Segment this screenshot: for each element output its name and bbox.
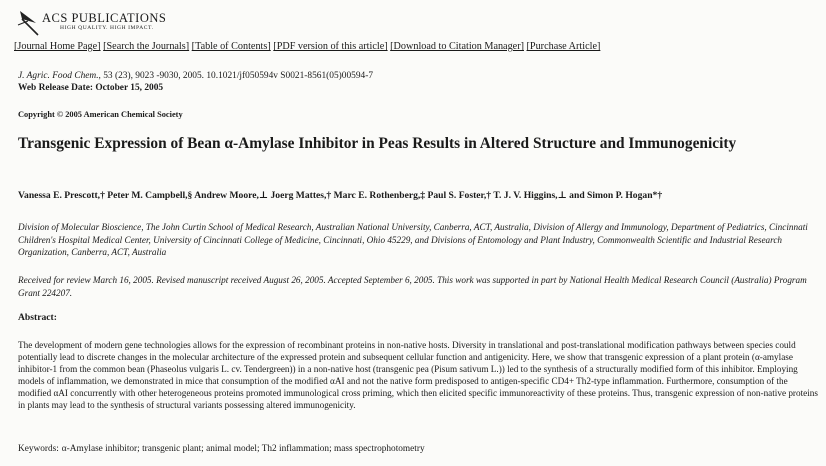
web-release-date: Web Release Date: October 15, 2005 <box>18 83 164 93</box>
abstract-text: The development of modern gene technologies allows for the expression of recombinant proteins in non-native hosts. Diversity in translational and post-translational modification pathways between species could potentially lead to discrete changes in the molecular architecture of the expressed protein and subsequent cellular function and antigenicity. Here, we show that transgenic expression of a plant protein (α-amylase inhibitor-1 from the common bean (Phaseolus vulgaris L. cv. Tendergreen)) in a non-native host (transgenic pea (Pisum sativum L.)) led to the synthesis of a structurally modified form of this inhibitor. Employing models of inflammation, we demonstrated in mice that consumption of the modified αAI and not the native form predisposed to antigen-specific CD4+ Th2-type inflammation. Furthermore, consumption of the modified αAI concurrently with other heterogeneous proteins promoted immunological cross priming, which then elicited specific immunoreactivity of these proteins. Thus, transgenic expression of non-native proteins in plants may lead to the synthesis of structural variants possessing altered immunogenicity. <box>18 340 818 411</box>
acs-publications-logo[interactable] <box>16 9 216 39</box>
affiliations: Division of Molecular Bioscience, The John Curtin School of Medical Research, Australian National University, Canberra, ACT, Australia, Division of Allergy and Immunology, Department of Pediatrics, Cincinnati Children's Hospital Medical Center, University of Cincinnati College of Medicine, Cincinnati, Ohio 45229, and Divisions of Entomology and Plant Industry, Commonwealth Scientific and Industrial Research Organization, Canberra, ACT, Australia <box>18 222 808 258</box>
table-of-contents-link[interactable]: [Table of Contents] <box>191 41 271 52</box>
citation-line <box>18 70 373 82</box>
copyright-notice: Copyright © 2005 American Chemical Society <box>18 110 183 119</box>
received-dates: Received for review March 16, 2005. Revised manuscript received August 26, 2005. Accepted September 6, 2005. This work was supported in part by National Health Medical Research Council (Australia) Program Grant 224207. <box>18 275 807 298</box>
logo-tagline: HIGH QUALITY. HIGH IMPACT. <box>60 25 154 31</box>
keywords-label: Keywords: <box>18 444 59 454</box>
journal-name: J. Agric. Food Chem. <box>18 71 99 81</box>
citation-block <box>18 70 373 94</box>
pdf-version-link[interactable]: [PDF version of this article] <box>273 41 388 52</box>
acs-logo-icon <box>16 9 40 39</box>
citation-manager-link[interactable]: [Download to Citation Manager] <box>390 41 524 52</box>
article-nav-links <box>14 41 600 52</box>
logo-name: ACS PUBLICATIONS <box>42 11 167 25</box>
journal-home-link[interactable]: [Journal Home Page] <box>14 41 101 52</box>
abstract-heading: Abstract: <box>18 312 57 323</box>
article-title: Transgenic Expression of Bean α-Amylase Inhibitor in Peas Results in Altered Structure and Immunogenicity <box>18 135 737 152</box>
keywords-line <box>18 444 425 454</box>
author-list: Vanessa E. Prescott,† Peter M. Campbell,§ Andrew Moore,⊥ Joerg Mattes,† Marc E. Rothenberg,‡ Paul S. Foster,† T. J. V. Higgins,⊥ and Simon P. Hogan*† <box>18 190 663 201</box>
search-journals-link[interactable]: [Search the Journals] <box>103 41 190 52</box>
purchase-article-link[interactable]: [Purchase Article] <box>526 41 601 52</box>
keywords-list: α-Amylase inhibitor; transgenic plant; animal model; Th2 inflammation; mass spectrophotometry <box>61 444 425 454</box>
citation-details: , 53 (23), 9023 -9030, 2005. 10.1021/jf050594v S0021-8561(05)00594-7 <box>98 71 374 81</box>
